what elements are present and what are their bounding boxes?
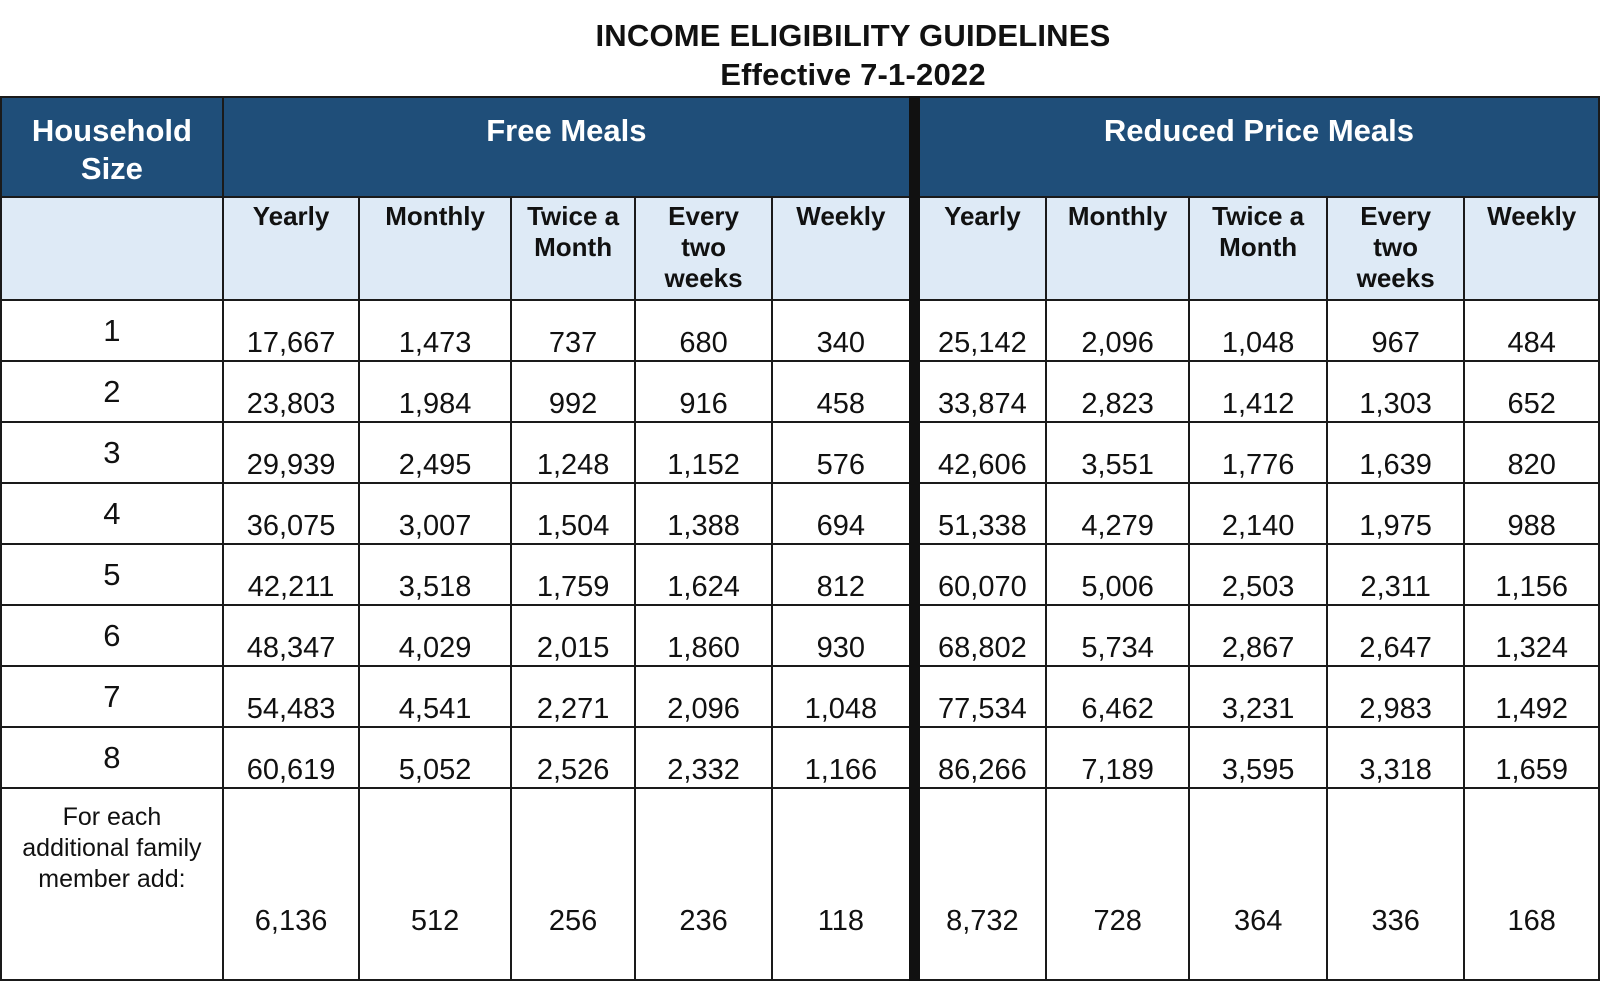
table-body <box>1 300 1599 980</box>
free-monthly-cell: 4,029 <box>359 605 511 666</box>
free-monthly-cell: 512 <box>359 788 511 980</box>
reduced-monthly-cell: 2,823 <box>1046 361 1190 422</box>
free-monthly-cell: 3,007 <box>359 483 511 544</box>
reduced-yearly-cell: 86,266 <box>914 727 1045 788</box>
reduced-yearly-cell: 60,070 <box>914 544 1045 605</box>
free-monthly-cell: 1,984 <box>359 361 511 422</box>
reduced-monthly-cell: 4,279 <box>1046 483 1190 544</box>
table-row <box>1 361 1599 422</box>
household-size-cell: 2 <box>1 361 223 422</box>
reduced-monthly-cell: 6,462 <box>1046 666 1190 727</box>
free-every-two-weeks-cell: 1,860 <box>635 605 772 666</box>
reduced-meals-header: Reduced Price Meals <box>914 97 1599 197</box>
household-size-header: Household Size <box>1 97 223 197</box>
free-weekly-cell: 458 <box>772 361 915 422</box>
reduced-monthly-cell: 7,189 <box>1046 727 1190 788</box>
reduced-every-two-weeks-cell: 1,639 <box>1327 422 1465 483</box>
household-size-cell: 3 <box>1 422 223 483</box>
subheader-reduced-yearly: Yearly <box>914 197 1045 300</box>
reduced-twice-month-cell: 2,867 <box>1189 605 1327 666</box>
household-size-cell: 4 <box>1 483 223 544</box>
table-row <box>1 300 1599 361</box>
free-twice-month-cell: 256 <box>511 788 635 980</box>
reduced-twice-month-cell: 3,595 <box>1189 727 1327 788</box>
subheader-free-twice-month: Twice a Month <box>511 197 635 300</box>
free-yearly-cell: 36,075 <box>223 483 360 544</box>
reduced-weekly-cell: 820 <box>1464 422 1599 483</box>
page-title: INCOME ELIGIBILITY GUIDELINES <box>595 18 1111 53</box>
table-row <box>1 727 1599 788</box>
reduced-weekly-cell: 168 <box>1464 788 1599 980</box>
reduced-monthly-cell: 5,006 <box>1046 544 1190 605</box>
reduced-twice-month-cell: 3,231 <box>1189 666 1327 727</box>
reduced-monthly-cell: 2,096 <box>1046 300 1190 361</box>
reduced-weekly-cell: 1,156 <box>1464 544 1599 605</box>
subheader-reduced-monthly: Monthly <box>1046 197 1190 300</box>
free-yearly-cell: 17,667 <box>223 300 360 361</box>
reduced-every-two-weeks-cell: 2,311 <box>1327 544 1465 605</box>
free-yearly-cell: 42,211 <box>223 544 360 605</box>
free-yearly-cell: 23,803 <box>223 361 360 422</box>
free-yearly-cell: 29,939 <box>223 422 360 483</box>
title-block <box>0 16 1600 94</box>
reduced-twice-month-cell: 1,776 <box>1189 422 1327 483</box>
free-weekly-cell: 930 <box>772 605 915 666</box>
free-twice-month-cell: 1,504 <box>511 483 635 544</box>
reduced-twice-month-cell: 1,048 <box>1189 300 1327 361</box>
reduced-twice-month-cell: 2,140 <box>1189 483 1327 544</box>
reduced-weekly-cell: 1,659 <box>1464 727 1599 788</box>
subheader-row <box>1 197 1599 300</box>
reduced-twice-month-cell: 364 <box>1189 788 1327 980</box>
reduced-monthly-cell: 728 <box>1046 788 1190 980</box>
free-every-two-weeks-cell: 1,388 <box>635 483 772 544</box>
reduced-every-two-weeks-cell: 1,303 <box>1327 361 1465 422</box>
free-weekly-cell: 1,048 <box>772 666 915 727</box>
free-weekly-cell: 694 <box>772 483 915 544</box>
subheader-free-every-two-weeks: Every two weeks <box>635 197 772 300</box>
subheader-blank <box>1 197 223 300</box>
free-monthly-cell: 1,473 <box>359 300 511 361</box>
reduced-weekly-cell: 652 <box>1464 361 1599 422</box>
free-weekly-cell: 1,166 <box>772 727 915 788</box>
header-row <box>1 97 1599 197</box>
household-size-cell: 1 <box>1 300 223 361</box>
subheader-reduced-every-two-weeks: Every two weeks <box>1327 197 1465 300</box>
table-row <box>1 544 1599 605</box>
free-twice-month-cell: 2,271 <box>511 666 635 727</box>
free-monthly-cell: 2,495 <box>359 422 511 483</box>
table-row <box>1 422 1599 483</box>
free-twice-month-cell: 2,015 <box>511 605 635 666</box>
household-size-cell: 8 <box>1 727 223 788</box>
page-subtitle: Effective 7-1-2022 <box>720 57 986 92</box>
subheader-reduced-twice-month: Twice a Month <box>1189 197 1327 300</box>
free-every-two-weeks-cell: 680 <box>635 300 772 361</box>
reduced-monthly-cell: 3,551 <box>1046 422 1190 483</box>
subheader-free-monthly: Monthly <box>359 197 511 300</box>
free-meals-header: Free Meals <box>223 97 915 197</box>
free-twice-month-cell: 2,526 <box>511 727 635 788</box>
table-row <box>1 666 1599 727</box>
free-monthly-cell: 3,518 <box>359 544 511 605</box>
free-every-two-weeks-cell: 916 <box>635 361 772 422</box>
free-every-two-weeks-cell: 1,624 <box>635 544 772 605</box>
household-size-cell: 6 <box>1 605 223 666</box>
reduced-every-two-weeks-cell: 967 <box>1327 300 1465 361</box>
reduced-weekly-cell: 1,492 <box>1464 666 1599 727</box>
reduced-monthly-cell: 5,734 <box>1046 605 1190 666</box>
free-yearly-cell: 48,347 <box>223 605 360 666</box>
free-weekly-cell: 340 <box>772 300 915 361</box>
reduced-weekly-cell: 988 <box>1464 483 1599 544</box>
free-yearly-cell: 6,136 <box>223 788 360 980</box>
free-monthly-cell: 5,052 <box>359 727 511 788</box>
reduced-yearly-cell: 77,534 <box>914 666 1045 727</box>
free-weekly-cell: 576 <box>772 422 915 483</box>
free-yearly-cell: 60,619 <box>223 727 360 788</box>
table-row <box>1 483 1599 544</box>
reduced-weekly-cell: 1,324 <box>1464 605 1599 666</box>
subheader-free-yearly: Yearly <box>223 197 360 300</box>
free-weekly-cell: 812 <box>772 544 915 605</box>
free-twice-month-cell: 737 <box>511 300 635 361</box>
free-twice-month-cell: 1,248 <box>511 422 635 483</box>
free-every-two-weeks-cell: 2,096 <box>635 666 772 727</box>
reduced-weekly-cell: 484 <box>1464 300 1599 361</box>
reduced-yearly-cell: 68,802 <box>914 605 1045 666</box>
free-twice-month-cell: 992 <box>511 361 635 422</box>
additional-member-row <box>1 788 1599 980</box>
reduced-every-two-weeks-cell: 1,975 <box>1327 483 1465 544</box>
free-twice-month-cell: 1,759 <box>511 544 635 605</box>
reduced-yearly-cell: 51,338 <box>914 483 1045 544</box>
household-size-cell: 5 <box>1 544 223 605</box>
subheader-reduced-weekly: Weekly <box>1464 197 1599 300</box>
reduced-every-two-weeks-cell: 3,318 <box>1327 727 1465 788</box>
table-row <box>1 605 1599 666</box>
eligibility-table <box>0 96 1600 981</box>
reduced-every-two-weeks-cell: 2,647 <box>1327 605 1465 666</box>
reduced-every-two-weeks-cell: 2,983 <box>1327 666 1465 727</box>
free-every-two-weeks-cell: 236 <box>635 788 772 980</box>
free-monthly-cell: 4,541 <box>359 666 511 727</box>
additional-member-label: For each additional family member add: <box>1 788 223 980</box>
free-yearly-cell: 54,483 <box>223 666 360 727</box>
free-every-two-weeks-cell: 2,332 <box>635 727 772 788</box>
reduced-every-two-weeks-cell: 336 <box>1327 788 1465 980</box>
reduced-twice-month-cell: 1,412 <box>1189 361 1327 422</box>
subheader-free-weekly: Weekly <box>772 197 915 300</box>
reduced-yearly-cell: 33,874 <box>914 361 1045 422</box>
reduced-yearly-cell: 42,606 <box>914 422 1045 483</box>
free-weekly-cell: 118 <box>772 788 915 980</box>
household-size-cell: 7 <box>1 666 223 727</box>
free-every-two-weeks-cell: 1,152 <box>635 422 772 483</box>
reduced-yearly-cell: 25,142 <box>914 300 1045 361</box>
reduced-yearly-cell: 8,732 <box>914 788 1045 980</box>
reduced-twice-month-cell: 2,503 <box>1189 544 1327 605</box>
